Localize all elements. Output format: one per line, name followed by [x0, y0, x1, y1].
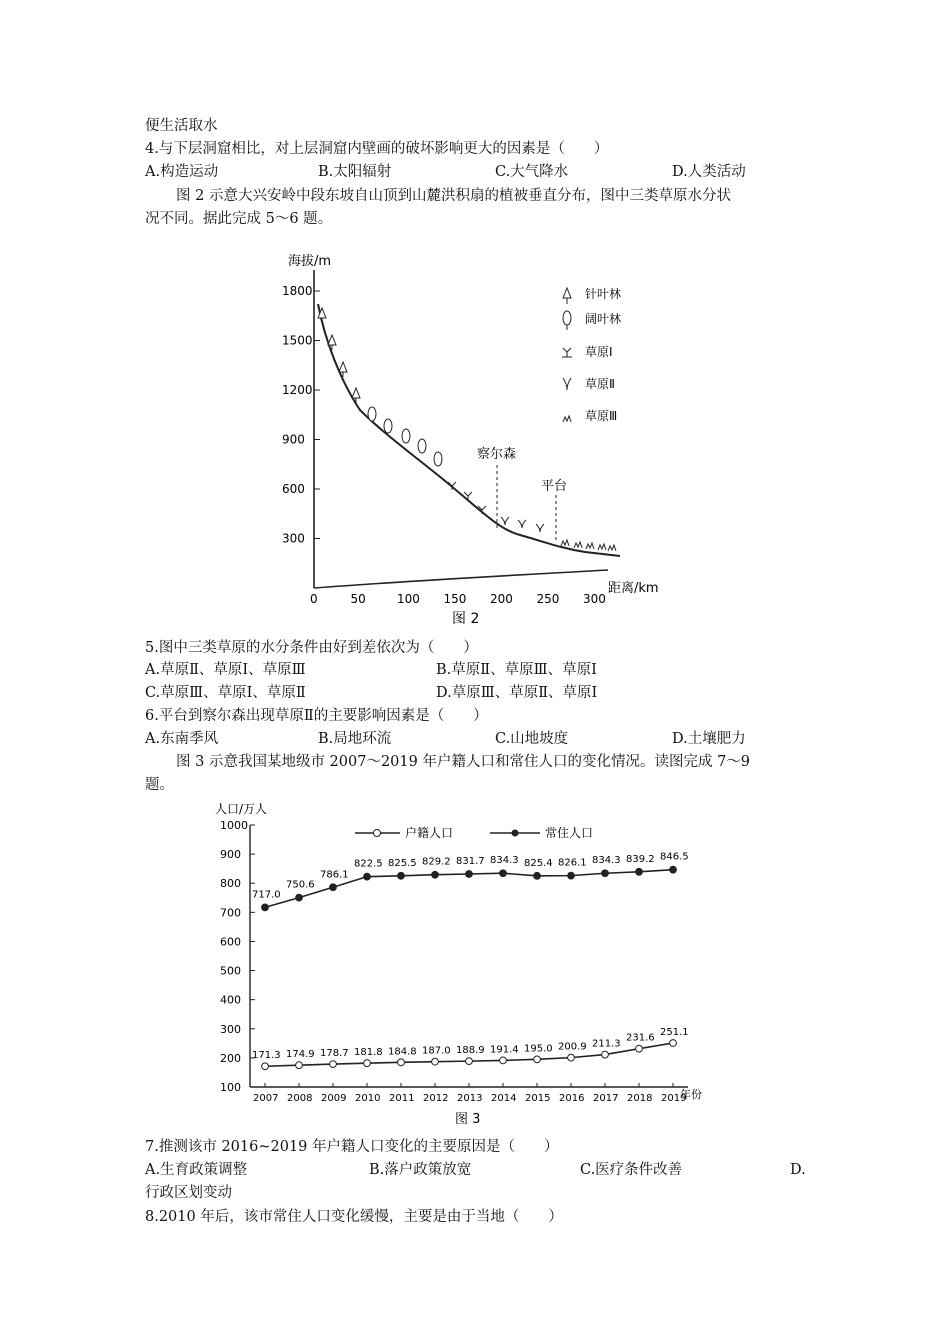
- grass2-symbol: [501, 517, 509, 525]
- figure-3-population-chart: [200, 795, 720, 1130]
- fig3-ytick-label: 200: [220, 1051, 241, 1065]
- legend-conifer: 针叶林: [585, 287, 622, 301]
- fig3-xtick-label: 2011: [389, 1093, 415, 1104]
- fig3-ytick-label: 700: [220, 906, 241, 920]
- broadleaf-symbol: [434, 452, 442, 466]
- fig3-ytick-label: 100: [220, 1081, 241, 1094]
- fig2-xtick-label: 50: [350, 592, 366, 606]
- huji-point: [670, 1040, 677, 1047]
- fig3-xtick-label: 2008: [287, 1093, 313, 1104]
- fig2-ytick-label: 1500: [282, 333, 313, 348]
- huji-data-label: 231.6: [626, 1032, 655, 1044]
- huji-data-label: 188.9: [456, 1045, 485, 1057]
- changzhu-point: [364, 873, 371, 880]
- marker-chaersen: 察尔森: [477, 447, 517, 462]
- option-5d: D.草原Ⅲ、草原Ⅱ、草原Ⅰ: [436, 685, 598, 701]
- changzhu-point: [466, 871, 473, 878]
- huji-data-label: 171.3: [252, 1050, 281, 1062]
- option-7a: A.生育政策调整: [145, 1162, 248, 1178]
- option-7c: C.医疗条件改善: [580, 1162, 683, 1178]
- changzhu-point: [296, 894, 303, 901]
- grass2-icon: [563, 378, 571, 390]
- fig3-xtick-label: 2010: [355, 1093, 381, 1104]
- huji-data-label: 191.4: [490, 1044, 519, 1056]
- huji-point: [364, 1060, 371, 1067]
- grass3-symbol: [586, 543, 594, 549]
- question-7: 7.推测该市 2016~2019 年户籍人口变化的主要原因是（ ）: [145, 1139, 559, 1155]
- huji-point: [568, 1054, 575, 1061]
- intro-fig2: 图 2 示意大兴安岭中段东坡自山顶到山麓洪积扇的植被垂直分布，图中三类草原水分状: [176, 188, 731, 204]
- option-6c: C.山地坡度: [495, 731, 569, 747]
- huji-point: [636, 1045, 643, 1052]
- fig2-xtick-label: 0: [310, 592, 318, 606]
- fig3-ytick-label: 800: [220, 877, 241, 891]
- legend-huji: 户籍人口: [405, 826, 454, 840]
- changzhu-point: [534, 872, 541, 879]
- fig2-ylabel: 海拔/m: [288, 254, 332, 269]
- option-7d-text: 行政区划变动: [145, 1185, 232, 1201]
- fig2-ytick-label: 300: [282, 531, 305, 546]
- option-4a: A.构造运动: [145, 164, 219, 180]
- figure-2-vegetation-profile: [270, 245, 670, 635]
- huji-data-label: 178.7: [320, 1048, 349, 1060]
- fig3-ytick-label: 400: [220, 993, 241, 1007]
- huji-point: [602, 1051, 609, 1058]
- huji-data-label: 187.0: [422, 1045, 451, 1057]
- question-8: 8.2010 年后，该市常住人口变化缓慢，主要是由于当地（ ）: [145, 1209, 563, 1225]
- fig3-xtick-label: 2014: [491, 1093, 517, 1104]
- fig3-ytick-label: 500: [220, 964, 241, 978]
- changzhu-data-label: 839.2: [626, 853, 655, 865]
- legend-broadleaf: 阔叶林: [585, 312, 622, 326]
- fig3-xtick-label: 2012: [423, 1093, 449, 1104]
- option-6b: B.局地环流: [318, 731, 392, 747]
- broadleaf-icon: [563, 311, 571, 325]
- grass3-icon: [563, 416, 571, 422]
- option-5b: B.草原Ⅱ、草原Ⅲ、草原Ⅰ: [436, 662, 597, 678]
- fig3-caption: 图 3: [455, 1112, 481, 1127]
- huji-point: [466, 1058, 473, 1065]
- changzhu-point: [262, 904, 269, 911]
- changzhu-point: [636, 868, 643, 875]
- fig3-xtick-label: 2009: [321, 1093, 347, 1104]
- huji-data-label: 184.8: [388, 1046, 417, 1058]
- terrain-profile: [318, 304, 620, 556]
- option-6a: A.东南季风: [145, 731, 219, 747]
- changzhu-data-label: 822.5: [354, 858, 383, 870]
- huji-point: [534, 1056, 541, 1063]
- huji-point: [330, 1061, 337, 1068]
- fig2-xtick-label: 250: [536, 592, 560, 606]
- changzhu-point: [568, 872, 575, 879]
- broadleaf-symbol: [418, 439, 426, 453]
- option-4d: D.人类活动: [672, 164, 746, 180]
- changzhu-point: [398, 872, 405, 879]
- question-6: 6.平台到察尔森出现草原Ⅱ的主要影响因素是（ ）: [145, 708, 488, 724]
- grass3-symbol: [574, 542, 582, 548]
- question-5: 5.图中三类草原的水分条件由好到差依次为（ ）: [145, 640, 478, 656]
- changzhu-point: [500, 870, 507, 877]
- fig2-legend: [562, 286, 621, 423]
- huji-data-label: 195.0: [524, 1043, 553, 1055]
- fig3-xtick-label: 2013: [457, 1093, 483, 1104]
- fig3-ylabel: 人口/万人: [215, 802, 268, 816]
- legend-changzhu: 常住人口: [545, 826, 594, 840]
- option-7b: B.落户政策放宽: [369, 1162, 472, 1178]
- legend-grass2: 草原Ⅱ: [585, 377, 615, 391]
- fig3-xtick-label: 2007: [253, 1093, 279, 1104]
- fig2-caption: 图 2: [452, 611, 480, 627]
- changzhu-data-label: 750.6: [286, 879, 315, 891]
- fig2-xlabel: 距离/km: [608, 581, 659, 596]
- marker-pingtai: 平台: [541, 479, 568, 494]
- broadleaf-symbol: [402, 429, 410, 443]
- fig2-xtick-label: 150: [443, 592, 467, 606]
- grass3-symbol: [598, 544, 606, 550]
- grass3-symbol: [561, 540, 569, 546]
- option-7d: D.: [790, 1162, 806, 1178]
- fig2-xtick-label: 300: [583, 592, 606, 606]
- intro-fig2-cont: 况不同。据此完成 5～6 题。: [145, 211, 333, 227]
- legend-grass1: 草原Ⅰ: [585, 345, 613, 359]
- changzhu-point: [432, 871, 439, 878]
- huji-data-label: 200.9: [558, 1041, 587, 1053]
- changzhu-data-label: 786.1: [320, 869, 349, 881]
- broadleaf-symbol: [384, 419, 392, 433]
- changzhu-data-label: 825.4: [524, 857, 553, 869]
- changzhu-data-label: 829.2: [422, 856, 451, 868]
- huji-point: [500, 1057, 507, 1064]
- fig3-xtick-label: 2015: [525, 1093, 551, 1104]
- fig2-xtick-label: 200: [490, 592, 513, 606]
- text-line: 便生活取水: [145, 118, 218, 134]
- changzhu-data-label: 834.3: [490, 855, 519, 867]
- intro-fig3: 图 3 示意我国某地级市 2007～2019 年户籍人口和常住人口的变化情况。读图完成 7～9: [176, 754, 751, 770]
- fig3-ytick-label: 300: [220, 1022, 241, 1036]
- huji-point: [262, 1063, 269, 1070]
- changzhu-data-label: 831.7: [456, 855, 485, 867]
- changzhu-data-label: 825.5: [388, 857, 417, 869]
- huji-data-label: 251.1: [660, 1027, 689, 1039]
- changzhu-point: [670, 866, 677, 873]
- option-5c: C.草原Ⅲ、草原Ⅰ、草原Ⅱ: [145, 685, 306, 701]
- huji-data-label: 181.8: [354, 1047, 383, 1059]
- fig3-xtick-label: 2017: [593, 1093, 619, 1104]
- legend-huji-marker: [374, 830, 381, 837]
- huji-data-label: 174.9: [286, 1049, 315, 1061]
- fig2-ytick-label: 1800: [282, 284, 313, 298]
- huji-point: [432, 1058, 439, 1065]
- changzhu-point: [330, 884, 337, 891]
- grass3-symbol: [608, 545, 616, 551]
- grass2-symbol: [536, 524, 544, 532]
- fig2-ytick-label: 1200: [282, 383, 313, 397]
- fig2-xtick-label: 100: [397, 592, 420, 606]
- changzhu-data-label: 717.0: [252, 889, 281, 901]
- grass1-icon: [562, 348, 572, 357]
- changzhu-data-label: 826.1: [558, 857, 587, 869]
- question-4: 4.与下层洞窟相比，对上层洞窟内壁画的破坏影响更大的因素是（ ）: [145, 141, 609, 157]
- fig3-ytick-label: 900: [220, 848, 241, 862]
- fig2-ytick-label: 900: [282, 432, 305, 447]
- huji-point: [398, 1059, 405, 1066]
- fig3-ytick-label: 1000: [220, 819, 248, 832]
- fig3-xtick-label: 2016: [559, 1093, 585, 1104]
- option-5a: A.草原Ⅱ、草原Ⅰ、草原Ⅲ: [145, 662, 306, 678]
- huji-data-label: 211.3: [592, 1038, 621, 1050]
- option-4b: B.太阳辐射: [318, 164, 392, 180]
- fig3-xtick-label: 2018: [627, 1093, 653, 1104]
- option-6d: D.土壤肥力: [672, 731, 746, 747]
- huji-point: [296, 1062, 303, 1069]
- fig3-xlabel: 年份: [680, 1088, 702, 1101]
- fig3-xtick-label: 2019: [661, 1093, 687, 1104]
- grass2-symbol: [518, 520, 526, 528]
- fig2-ytick-label: 600: [282, 482, 305, 496]
- changzhu-point: [602, 870, 609, 877]
- broadleaf-symbol: [368, 407, 376, 421]
- changzhu-data-label: 834.3: [592, 855, 621, 867]
- intro-fig3-cont: 题。: [145, 777, 174, 793]
- legend-grass3: 草原Ⅲ: [585, 409, 618, 423]
- fig3-ytick-label: 600: [220, 935, 241, 949]
- legend-changzhu-marker: [512, 830, 519, 837]
- option-4c: C.大气降水: [495, 164, 569, 180]
- changzhu-data-label: 846.5: [660, 851, 689, 863]
- conifer-icon: [563, 288, 571, 304]
